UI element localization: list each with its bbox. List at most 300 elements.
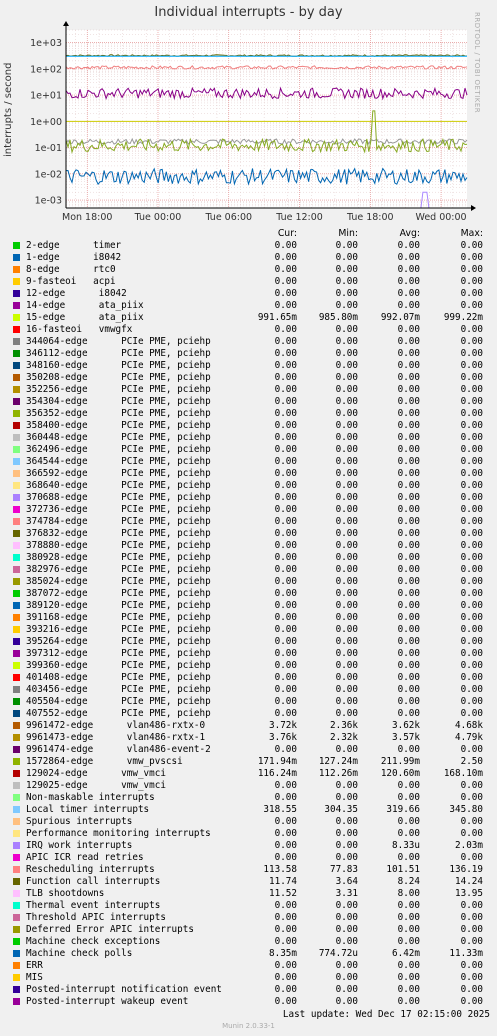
legend-cur-value: 0.00 [274,288,297,299]
legend-min-value: 77.83 [330,864,358,875]
legend-swatch [13,410,20,417]
legend-swatch [13,602,20,609]
legend-max-value: 0.00 [460,636,483,647]
legend-max-value: 0.00 [460,240,483,251]
legend-max-value: 0.00 [460,444,483,455]
legend-max-value: 4.68k [455,720,483,731]
legend-max-value: 168.10m [443,768,483,779]
legend-max-value: 0.00 [460,480,483,491]
legend-avg-value: 992.07m [380,312,420,323]
legend-label: 9961472-edge vlan486-rxtx-0 [26,720,206,731]
legend-swatch [13,794,20,801]
legend-min-value: 0.00 [335,924,358,935]
legend-min-value: 0.00 [335,600,358,611]
legend-cur-value: 11.74 [269,876,297,887]
legend-cur-value: 0.00 [274,408,297,419]
legend-cur-value: 0.00 [274,576,297,587]
legend-avg-value: 0.00 [397,480,420,491]
legend-min-value: 0.00 [335,456,358,467]
legend-max-value: 2.03m [455,840,483,851]
legend-row [0,516,497,528]
legend-label: 393216-edge PCIe PME, pciehp [26,624,211,635]
legend-label: Thermal event interrupts [26,900,161,911]
legend-cur-value: 0.00 [274,912,297,923]
legend-cur-value: 0.00 [274,456,297,467]
legend-cur-value: 0.00 [274,828,297,839]
legend-max-value: 0.00 [460,564,483,575]
legend-avg-value: 101.51 [386,864,420,875]
legend-swatch [13,362,20,369]
legend-cur-value: 0.00 [274,468,297,479]
legend-row [0,840,497,852]
legend-cur-value: 0.00 [274,336,297,347]
legend-min-value: 0.00 [335,852,358,863]
legend-max-value: 0.00 [460,468,483,479]
legend-swatch [13,506,20,513]
legend-avg-value: 0.00 [397,600,420,611]
legend-max-value: 0.00 [460,516,483,527]
legend-label: Spurious interrupts [26,816,133,827]
legend-row [0,984,497,996]
legend-row [0,648,497,660]
legend-row [0,480,497,492]
legend-row [0,384,497,396]
legend-cur-value: 0.00 [274,960,297,971]
legend-label: 344064-edge PCIe PME, pciehp [26,336,211,347]
legend-min-value: 0.00 [335,372,358,383]
legend-swatch [13,806,20,813]
legend-row [0,864,497,876]
legend-label: APIC ICR read retries [26,852,144,863]
y-tick-label: 1e+02 [30,64,62,76]
legend-avg-value: 0.00 [397,912,420,923]
legend-max-value: 0.00 [460,432,483,443]
legend-row [0,528,497,540]
legend-row [0,744,497,756]
legend-label: 9961473-edge vlan486-rxtx-1 [26,732,206,743]
legend-row [0,348,497,360]
legend-max-value: 0.00 [460,336,483,347]
legend-row [0,444,497,456]
legend-cur-value: 0.00 [274,648,297,659]
legend-avg-value: 0.00 [397,276,420,287]
legend-swatch [13,734,20,741]
legend-swatch [13,338,20,345]
legend-min-value: 0.00 [335,960,358,971]
legend-row [0,804,497,816]
legend-min-value: 0.00 [335,252,358,263]
legend-row [0,600,497,612]
legend-swatch [13,470,20,477]
legend-label: 380928-edge PCIe PME, pciehp [26,552,211,563]
legend-avg-value: 6.42m [392,948,420,959]
legend-min-value: 112.26m [318,768,358,779]
x-tick-label: Mon 18:00 [62,212,113,223]
legend-max-value: 0.00 [460,612,483,623]
legend-max-value: 0.00 [460,708,483,719]
legend-label: 385024-edge PCIe PME, pciehp [26,576,211,587]
legend-cur-value: 3.76k [269,732,297,743]
legend-min-value: 0.00 [335,444,358,455]
legend-min-value: 0.00 [335,324,358,335]
legend-cur-value: 0.00 [274,636,297,647]
legend-row [0,852,497,864]
legend-max-value: 0.00 [460,624,483,635]
legend-min-value: 0.00 [335,384,358,395]
legend-row [0,300,497,312]
legend-swatch [13,530,20,537]
legend-row [0,264,497,276]
legend-swatch [13,914,20,921]
legend-min-value: 0.00 [335,420,358,431]
legend-max-value: 0.00 [460,528,483,539]
legend-swatch [13,386,20,393]
legend-label: Local timer interrupts [26,804,150,815]
legend-min-value: 0.00 [335,336,358,347]
legend-cur-value: 0.00 [274,684,297,695]
legend-label: 358400-edge PCIe PME, pciehp [26,420,211,431]
legend-avg-value: 0.00 [397,672,420,683]
legend-max-value: 0.00 [460,588,483,599]
legend-avg-value: 0.00 [397,384,420,395]
legend-row [0,876,497,888]
legend-cur-value: 8.35m [269,948,297,959]
legend-avg-value: 0.00 [397,264,420,275]
legend-max-value: 0.00 [460,300,483,311]
legend-cur-value: 0.00 [274,432,297,443]
legend-avg-value: 0.00 [397,528,420,539]
legend-swatch [13,650,20,657]
x-axis-arrow [471,205,476,211]
legend-label: 366592-edge PCIe PME, pciehp [26,468,211,479]
legend-row [0,732,497,744]
legend-cur-value: 0.00 [274,612,297,623]
legend-swatch [13,578,20,585]
legend-min-value: 2.32k [330,732,358,743]
legend-row [0,564,497,576]
legend-cur-value: 0.00 [274,816,297,827]
legend-max-value: 0.00 [460,600,483,611]
legend-cur-value: 171.94m [257,756,297,767]
legend-swatch [13,290,20,297]
legend-max-value: 14.24 [455,876,483,887]
legend-avg-value: 0.00 [397,492,420,503]
legend-avg-value: 0.00 [397,432,420,443]
legend-max-value: 0.00 [460,360,483,371]
legend-avg-value: 0.00 [397,684,420,695]
legend-swatch [13,962,20,969]
legend-cur-value: 0.00 [274,300,297,311]
legend-max-value: 0.00 [460,936,483,947]
legend-min-value: 0.00 [335,696,358,707]
y-tick-label: 1e-03 [34,195,62,207]
legend-cur-value: 0.00 [274,588,297,599]
legend-max-value: 0.00 [460,384,483,395]
legend-cur-value: 0.00 [274,972,297,983]
legend-swatch [13,302,20,309]
legend-cur-value: 11.52 [269,888,297,899]
legend-row [0,720,497,732]
legend-row [0,396,497,408]
legend-label: 382976-edge PCIe PME, pciehp [26,564,211,575]
legend-min-value: 0.00 [335,552,358,563]
legend-max-value: 0.00 [460,504,483,515]
legend-min-value: 0.00 [335,588,358,599]
legend-max-value: 0.00 [460,984,483,995]
legend-swatch [13,698,20,705]
legend-avg-value: 0.00 [397,252,420,263]
legend-max-value: 0.00 [460,576,483,587]
legend-cur-value: 3.72k [269,720,297,731]
legend-min-value: 0.00 [335,408,358,419]
legend-label: Threshold APIC interrupts [26,912,166,923]
legend-swatch [13,974,20,981]
legend-row [0,624,497,636]
legend-min-value: 0.00 [335,840,358,851]
legend-avg-value: 0.00 [397,972,420,983]
legend-swatch [13,998,20,1005]
legend-swatch [13,686,20,693]
legend-max-value: 0.00 [460,696,483,707]
legend-cur-value: 116.24m [257,768,297,779]
chart-title: Individual interrupts - by day [154,5,343,20]
legend-avg-value: 0.00 [397,336,420,347]
legend-label: Machine check polls [26,948,133,959]
legend-min-value: 0.00 [335,492,358,503]
legend-avg-value: 0.00 [397,792,420,803]
legend-avg-value: 0.00 [397,624,420,635]
legend-cur-value: 991.65m [257,312,297,323]
legend-min-value: 0.00 [335,708,358,719]
legend-min-value: 0.00 [335,612,358,623]
legend-avg-value: 0.00 [397,300,420,311]
legend-avg-value: 0.00 [397,744,420,755]
legend-row [0,948,497,960]
legend-avg-value: 0.00 [397,552,420,563]
legend-label: Posted-interrupt wakeup event [26,996,189,1007]
legend-max-value: 0.00 [460,660,483,671]
legend-row [0,924,497,936]
legend-cur-value: 0.00 [274,264,297,275]
y-tick-label: 1e+00 [30,116,62,128]
legend-row [0,372,497,384]
legend-label: 348160-edge PCIe PME, pciehp [26,360,211,371]
legend-label: 399360-edge PCIe PME, pciehp [26,660,211,671]
y-axis-arrow [63,21,69,26]
legend-label: 1-edge i8042 [26,252,122,263]
legend-label: 9961474-edge vlan486-event-2 [26,744,211,755]
legend-swatch [13,590,20,597]
legend-cur-value: 0.00 [274,420,297,431]
legend-header-min: Min: [338,228,358,239]
legend-row [0,996,497,1008]
legend-avg-value: 0.00 [397,408,420,419]
legend-max-value: 0.00 [460,372,483,383]
legend-cur-value: 0.00 [274,852,297,863]
legend-avg-value: 8.00 [397,888,420,899]
legend-min-value: 774.72u [318,948,358,959]
legend-swatch [13,890,20,897]
legend-cur-value: 0.00 [274,660,297,671]
legend-avg-value: 0.00 [397,960,420,971]
legend-label: MIS [26,972,43,983]
legend-cur-value: 0.00 [274,276,297,287]
legend-swatch [13,278,20,285]
legend-avg-value: 0.00 [397,564,420,575]
legend-cur-value: 0.00 [274,552,297,563]
legend-min-value: 0.00 [335,672,358,683]
legend-min-value: 0.00 [335,996,358,1007]
legend-swatch [13,662,20,669]
legend-cur-value: 0.00 [274,780,297,791]
legend-row [0,336,497,348]
legend-label: 403456-edge PCIe PME, pciehp [26,684,211,695]
legend-swatch [13,866,20,873]
legend-avg-value: 0.00 [397,996,420,1007]
legend-cur-value: 0.00 [274,528,297,539]
legend-swatch [13,518,20,525]
legend-swatch [13,542,20,549]
legend-row [0,408,497,420]
legend-max-value: 0.00 [460,456,483,467]
legend-max-value: 999.22m [443,312,483,323]
legend-avg-value: 211.99m [380,756,420,767]
legend-min-value: 3.64 [335,876,358,887]
legend-swatch [13,950,20,957]
legend-min-value: 0.00 [335,348,358,359]
legend-max-value: 0.00 [460,492,483,503]
legend-min-value: 127.24m [318,756,358,767]
legend-label: 129024-edge vmw_vmci [26,768,166,779]
legend-max-value: 0.00 [460,252,483,263]
legend-cur-value: 0.00 [274,444,297,455]
legend-swatch [13,638,20,645]
legend-avg-value: 0.00 [397,588,420,599]
legend-label: 364544-edge PCIe PME, pciehp [26,456,211,467]
legend-label: 14-edge ata_piix [26,300,144,311]
legend-label: 352256-edge PCIe PME, pciehp [26,384,211,395]
legend-swatch [13,482,20,489]
legend-swatch [13,398,20,405]
legend-max-value: 0.00 [460,924,483,935]
legend-header-max: Max: [460,228,483,239]
legend-max-value: 136.19 [449,864,483,875]
legend-min-value: 0.00 [335,564,358,575]
legend-avg-value: 0.00 [397,936,420,947]
y-tick-label: 1e+01 [30,90,62,102]
legend-cur-value: 318.55 [263,804,297,815]
legend-avg-value: 0.00 [397,468,420,479]
legend-swatch [13,446,20,453]
legend-max-value: 0.00 [460,828,483,839]
legend-swatch [13,554,20,561]
legend-min-value: 0.00 [335,828,358,839]
x-tick-label: Tue 12:00 [276,212,323,223]
legend-swatch [13,710,20,717]
legend-avg-value: 0.00 [397,924,420,935]
legend-max-value: 0.00 [460,408,483,419]
legend-label: 360448-edge PCIe PME, pciehp [26,432,211,443]
legend-row [0,552,497,564]
legend-avg-value: 0.00 [397,852,420,863]
y-axis-label: interrupts / second [3,62,14,158]
legend-min-value: 0.00 [335,276,358,287]
legend-label: 8-edge rtc0 [26,264,116,275]
legend-avg-value: 0.00 [397,504,420,515]
legend-avg-value: 0.00 [397,444,420,455]
legend-min-value: 0.00 [335,780,358,791]
legend-header-avg: Avg: [399,228,420,239]
legend-cur-value: 0.00 [274,372,297,383]
legend-max-value: 0.00 [460,972,483,983]
x-tick-label: Tue 06:00 [205,212,253,223]
legend-label: 391168-edge PCIe PME, pciehp [26,612,211,623]
legend-row [0,576,497,588]
legend-avg-value: 0.00 [397,648,420,659]
legend-swatch [13,746,20,753]
legend-max-value: 0.00 [460,684,483,695]
legend-label: Rescheduling interrupts [26,864,155,875]
legend-cur-value: 0.00 [274,984,297,995]
legend-min-value: 0.00 [335,684,358,695]
legend-avg-value: 120.60m [380,768,420,779]
legend-cur-value: 113.58 [263,864,297,875]
legend-max-value: 345.80 [449,804,483,815]
legend-swatch [13,458,20,465]
legend-avg-value: 8.24 [397,876,420,887]
legend-label: ERR [26,960,43,971]
legend-max-value: 0.00 [460,780,483,791]
legend-cur-value: 0.00 [274,348,297,359]
legend-row [0,672,497,684]
legend-row [0,288,497,300]
legend-max-value: 0.00 [460,912,483,923]
legend-cur-value: 0.00 [274,240,297,251]
legend-avg-value: 0.00 [397,660,420,671]
legend-max-value: 0.00 [460,996,483,1007]
legend-cur-value: 0.00 [274,696,297,707]
legend-row [0,324,497,336]
legend-row [0,972,497,984]
legend-min-value: 0.00 [335,912,358,923]
legend-swatch [13,314,20,321]
legend-label: Performance monitoring interrupts [26,828,211,839]
legend-swatch [13,902,20,909]
legend-avg-value: 0.00 [397,780,420,791]
legend-avg-value: 0.00 [397,348,420,359]
legend-cur-value: 0.00 [274,900,297,911]
legend-min-value: 0.00 [335,648,358,659]
legend-swatch [13,878,20,885]
legend-row [0,420,497,432]
legend-label: 356352-edge PCIe PME, pciehp [26,408,211,419]
legend-min-value: 0.00 [335,792,358,803]
legend-label: 354304-edge PCIe PME, pciehp [26,396,211,407]
plot-area [0,0,497,228]
legend-cur-value: 0.00 [274,540,297,551]
legend-label: 362496-edge PCIe PME, pciehp [26,444,211,455]
legend-cur-value: 0.00 [274,624,297,635]
legend-min-value: 0.00 [335,480,358,491]
legend-row [0,636,497,648]
legend-label: 2-edge timer [26,240,122,251]
legend-avg-value: 0.00 [397,360,420,371]
legend-swatch [13,758,20,765]
legend-label: 405504-edge PCIe PME, pciehp [26,696,211,707]
legend-row [0,708,497,720]
legend-row [0,756,497,768]
legend-row [0,696,497,708]
